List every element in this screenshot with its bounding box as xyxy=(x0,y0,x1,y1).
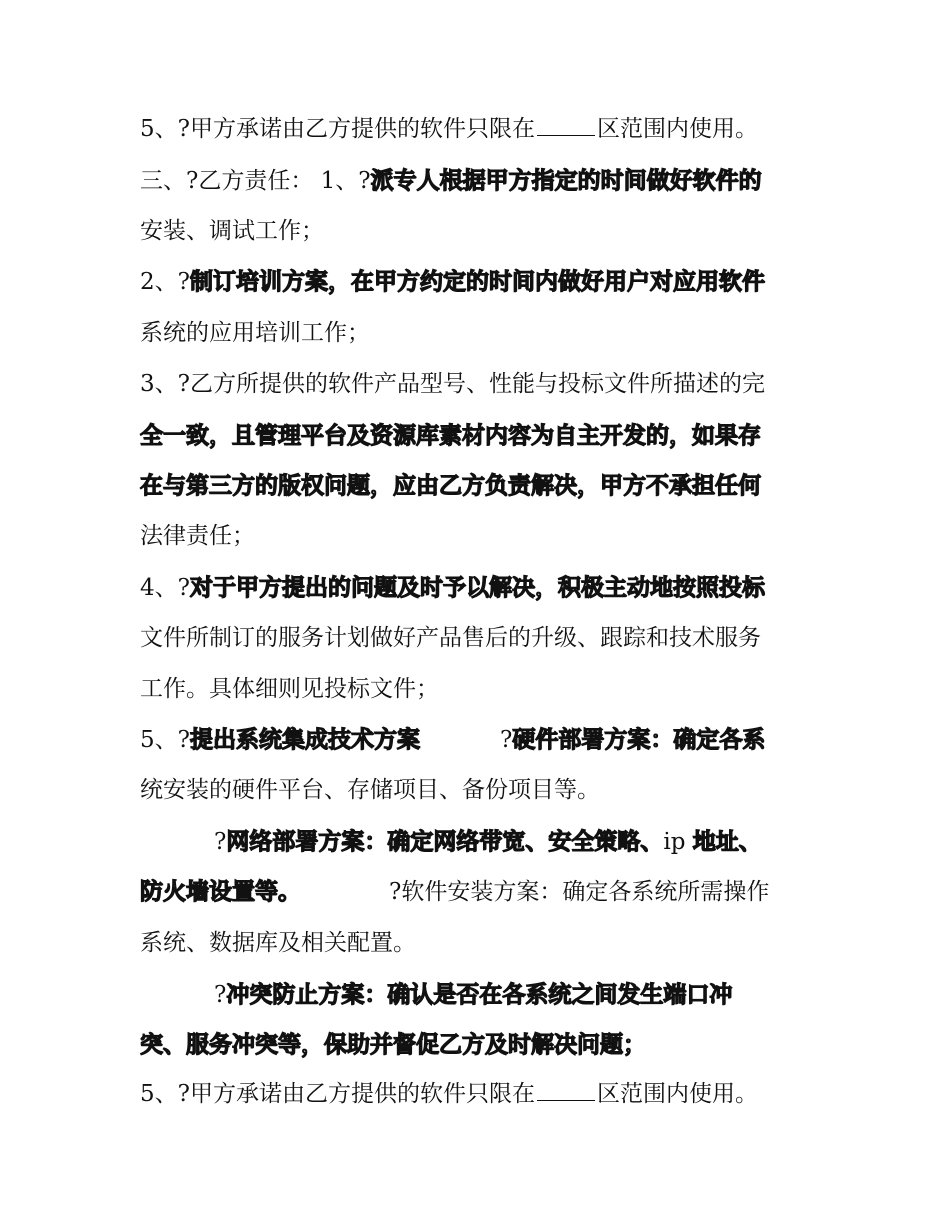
text-line-1 xyxy=(140,114,758,144)
line-16-plain: ?软件安装方案：确定各系统所需操作 xyxy=(389,879,770,905)
line-6-plain: 3、?乙方所提供的软件产品型号、性能与投标文件所描述的完 xyxy=(140,371,765,397)
line-9-plain: 法律责任； xyxy=(140,523,255,549)
text-line-12 xyxy=(140,674,439,704)
line-13-outline-a: 提出系统集成技术方案 xyxy=(189,727,420,753)
line-18-outline: 冲突防止方案：确认是否在各系统之间发生端口冲 xyxy=(226,982,733,1008)
line-20-prefix: 5、?甲方承诺由乙方提供的软件只限在 xyxy=(140,1081,535,1107)
text-line-20 xyxy=(140,1079,758,1109)
line-15-plain-b: ip xyxy=(663,829,693,855)
text-line-8 xyxy=(140,471,761,501)
text-line-9 xyxy=(140,521,255,551)
line-10-outline: 对于甲方提出的问题及时予以解决，积极主动地按照投标 xyxy=(189,575,765,601)
line-17-plain: 系统、数据库及相关配置。 xyxy=(140,930,416,956)
text-line-5 xyxy=(140,318,370,348)
line-1-suffix: 区范围内使用。 xyxy=(596,116,758,142)
line-4-outline: 制订培训方案，在甲方约定的时间内做好用户对应用软件 xyxy=(189,269,765,295)
line-7-outline: 全一致，且管理平台及资源库素材内容为自主开发的，如果存 xyxy=(140,423,761,449)
line-2-outline: 派专人根据甲方指定的时间做好软件的 xyxy=(370,168,762,194)
line-2-plain: 三、?乙方责任： 1、? xyxy=(140,168,371,194)
line-16-outline: 防火墙设置等。 xyxy=(140,879,301,905)
text-line-6 xyxy=(140,369,765,399)
text-line-15 xyxy=(214,827,762,857)
line-14-plain: 统安装的硬件平台、存储项目、备份项目等。 xyxy=(140,777,600,803)
line-11-plain: 文件所制订的服务计划做好产品售后的升级、跟踪和技术服务 xyxy=(140,625,761,651)
text-line-17 xyxy=(140,928,416,958)
text-line-7 xyxy=(140,421,761,451)
line-4-plain: 2、? xyxy=(140,269,190,295)
line-1-prefix: 5、?甲方承诺由乙方提供的软件只限在 xyxy=(140,116,535,142)
text-line-2 xyxy=(140,166,762,196)
line-5-plain: 系统的应用培训工作； xyxy=(140,320,370,346)
text-line-3 xyxy=(140,216,324,246)
line-8-outline: 在与第三方的版权问题，应由乙方负责解决，甲方不承担任何 xyxy=(140,473,761,499)
line-13-plain-a: 5、? xyxy=(140,727,190,753)
text-line-11 xyxy=(140,623,761,653)
text-line-19 xyxy=(140,1030,646,1060)
text-line-10 xyxy=(140,573,765,603)
line-13-outline-b: 硬件部署方案：确定各系 xyxy=(512,727,766,753)
text-line-14 xyxy=(140,775,600,805)
blank-underline xyxy=(537,115,595,136)
text-line-4 xyxy=(140,267,765,297)
line-15-plain-a: ? xyxy=(214,829,227,855)
text-line-18 xyxy=(214,980,732,1010)
line-3-plain: 安装、调试工作； xyxy=(140,218,324,244)
line-10-plain: 4、? xyxy=(140,575,190,601)
text-line-13 xyxy=(140,725,765,755)
line-20-suffix: 区范围内使用。 xyxy=(596,1081,758,1107)
line-12-plain: 工作。具体细则见投标文件； xyxy=(140,676,439,702)
line-18-plain: ? xyxy=(214,982,227,1008)
line-15-outline-b: 地址、 xyxy=(692,829,762,855)
line-13-plain-b: ? xyxy=(499,727,513,753)
text-line-16 xyxy=(140,877,769,907)
line-19-outline: 突、服务冲突等，保助并督促乙方及时解决问题； xyxy=(140,1032,646,1058)
line-15-outline-a: 网络部署方案：确定网络带宽、安全策略、 xyxy=(226,829,664,855)
blank-underline xyxy=(537,1080,595,1101)
